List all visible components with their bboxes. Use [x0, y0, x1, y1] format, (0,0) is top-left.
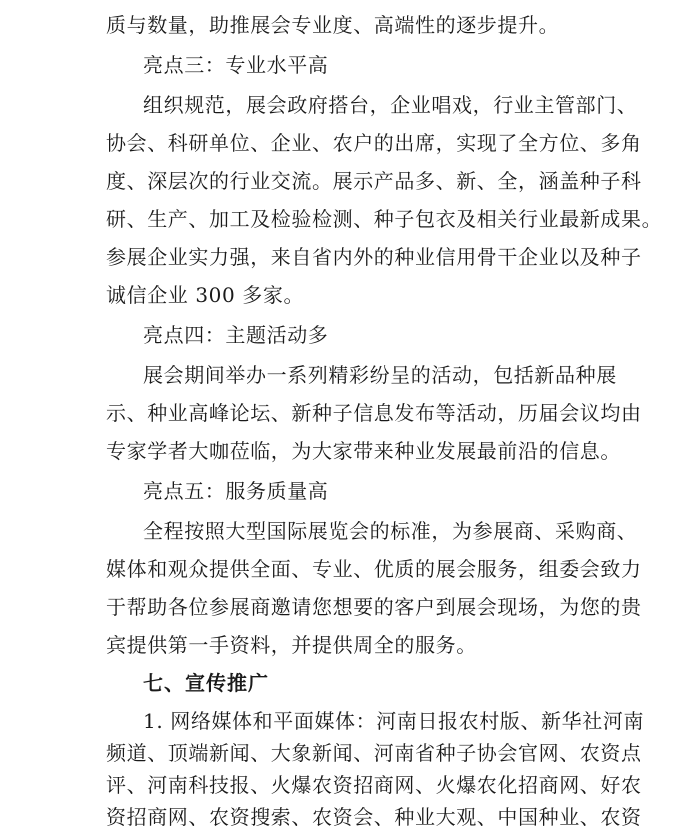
paragraph-line: 资招商网、农资搜索、农资会、种业大观、中国种业、农资: [106, 805, 642, 829]
highlight-three-title: 亮点三：专业水平高: [143, 53, 329, 77]
paragraph-line: 质与数量，助推展会专业度、高端性的逐步提升。: [106, 13, 560, 37]
paragraph-line: 媒体和观众提供全面、专业、优质的展会服务，组委会致力: [106, 557, 642, 581]
paragraph-line: 研、生产、加工及检验检测、种子包衣及相关行业最新成果。: [106, 207, 663, 231]
paragraph-line: 频道、顶端新闻、大象新闻、河南省种子协会官网、农资点: [106, 741, 642, 765]
paragraph-line: 诚信企业 300 多家。: [106, 283, 305, 307]
paragraph-line: 于帮助各位参展商邀请您想要的客户到展会现场，为您的贵: [106, 595, 642, 619]
paragraph-line: 全程按照大型国际展览会的标准，为参展商、采购商、: [143, 519, 638, 543]
highlight-four-title: 亮点四：主题活动多: [143, 323, 329, 347]
paragraph-line: 宾提供第一手资料，并提供周全的服务。: [106, 633, 477, 657]
paragraph-line: 度、深层次的行业交流。展示产品多、新、全，涵盖种子科: [106, 169, 642, 193]
section-heading-promotion: 七、宣传推广: [143, 671, 269, 695]
paragraph-line: 组织规范，展会政府搭台，企业唱戏，行业主管部门、: [143, 93, 638, 117]
highlight-five-title: 亮点五：服务质量高: [143, 479, 329, 503]
paragraph-line: 评、河南科技报、火爆农资招商网、火爆农化招商网、好农: [106, 773, 642, 797]
paragraph-line: 示、种业高峰论坛、新种子信息发布等活动，历届会议均由: [106, 401, 642, 425]
paragraph-line: 参展企业实力强，来自省内外的种业信用骨干企业以及种子: [106, 245, 642, 269]
paragraph-line: 协会、科研单位、企业、农户的出席，实现了全方位、多角: [106, 131, 642, 155]
paragraph-line: 专家学者大咖莅临，为大家带来种业发展最前沿的信息。: [106, 439, 621, 463]
paragraph-line: 展会期间举办一系列精彩纷呈的活动，包括新品种展: [143, 363, 617, 387]
paragraph-line: 1. 网络媒体和平面媒体：河南日报农村版、新华社河南: [143, 709, 645, 733]
